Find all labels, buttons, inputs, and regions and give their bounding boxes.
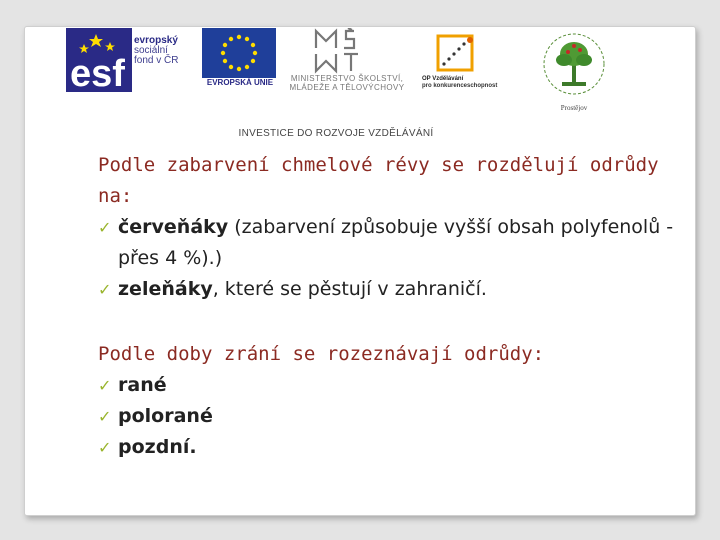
list-item <box>98 370 678 401</box>
op-label-line2: pro konkurenceschopnost <box>422 83 498 89</box>
slide-content <box>98 150 678 463</box>
item-term: rané <box>118 374 167 396</box>
eu-flag-icon <box>202 28 276 78</box>
msmt-label-line2: MLÁDEŽE A TĚLOVÝCHOVY <box>289 83 405 92</box>
op-vzdelavani-logo <box>428 32 484 76</box>
check-icon: ✓ <box>98 376 112 395</box>
section1-list <box>98 212 678 305</box>
check-icon: ✓ <box>98 218 112 237</box>
esf-line1: evropský <box>134 35 178 46</box>
check-icon: ✓ <box>98 280 112 299</box>
school-emblem-label: Prostějov <box>560 104 588 112</box>
section-spacer <box>98 305 678 339</box>
msmt-logo <box>312 28 372 74</box>
section2-heading: Podle doby zrání se rozeznávají odrůdy: <box>98 343 545 365</box>
op-label-line1: OP Vzdělávání <box>422 76 464 82</box>
item-term: zeleňáky <box>118 278 213 300</box>
check-icon: ✓ <box>98 438 112 457</box>
check-icon: ✓ <box>98 407 112 426</box>
section2-list <box>98 370 678 463</box>
list-item <box>98 212 678 274</box>
msmt-label <box>282 74 412 92</box>
list-item <box>98 432 678 463</box>
list-item <box>98 274 678 305</box>
section1-heading: Podle zabarvení chmelové révy se rozdělují odrůdy na: <box>98 154 659 207</box>
school-emblem-icon <box>538 28 610 102</box>
item-term: pozdní. <box>118 436 197 458</box>
esf-line2: sociální <box>134 45 168 56</box>
item-term: červeňáky <box>118 216 229 238</box>
item-text: , které se pěstují v zahraničí. <box>212 278 487 300</box>
item-term: polorané <box>118 405 213 427</box>
esf-line3: fond v ČR <box>134 55 179 66</box>
investment-slogan: INVESTICE DO ROZVOJE VZDĚLÁVÁNÍ <box>238 128 434 139</box>
esf-logo <box>66 28 194 92</box>
svg-text:esf: esf <box>70 53 125 92</box>
msmt-label-line1: MINISTERSTVO ŠKOLSTVÍ, <box>290 74 404 83</box>
esf-text <box>134 36 198 66</box>
logo-strip <box>64 28 604 144</box>
item-text: (zabarvení způsobuje vyšší obsah polyfenolů - přes 4 %).) <box>118 216 674 269</box>
eu-label: EVROPSKÁ UNIE <box>206 78 274 87</box>
op-vzdelavani-label <box>422 76 522 90</box>
list-item <box>98 401 678 432</box>
